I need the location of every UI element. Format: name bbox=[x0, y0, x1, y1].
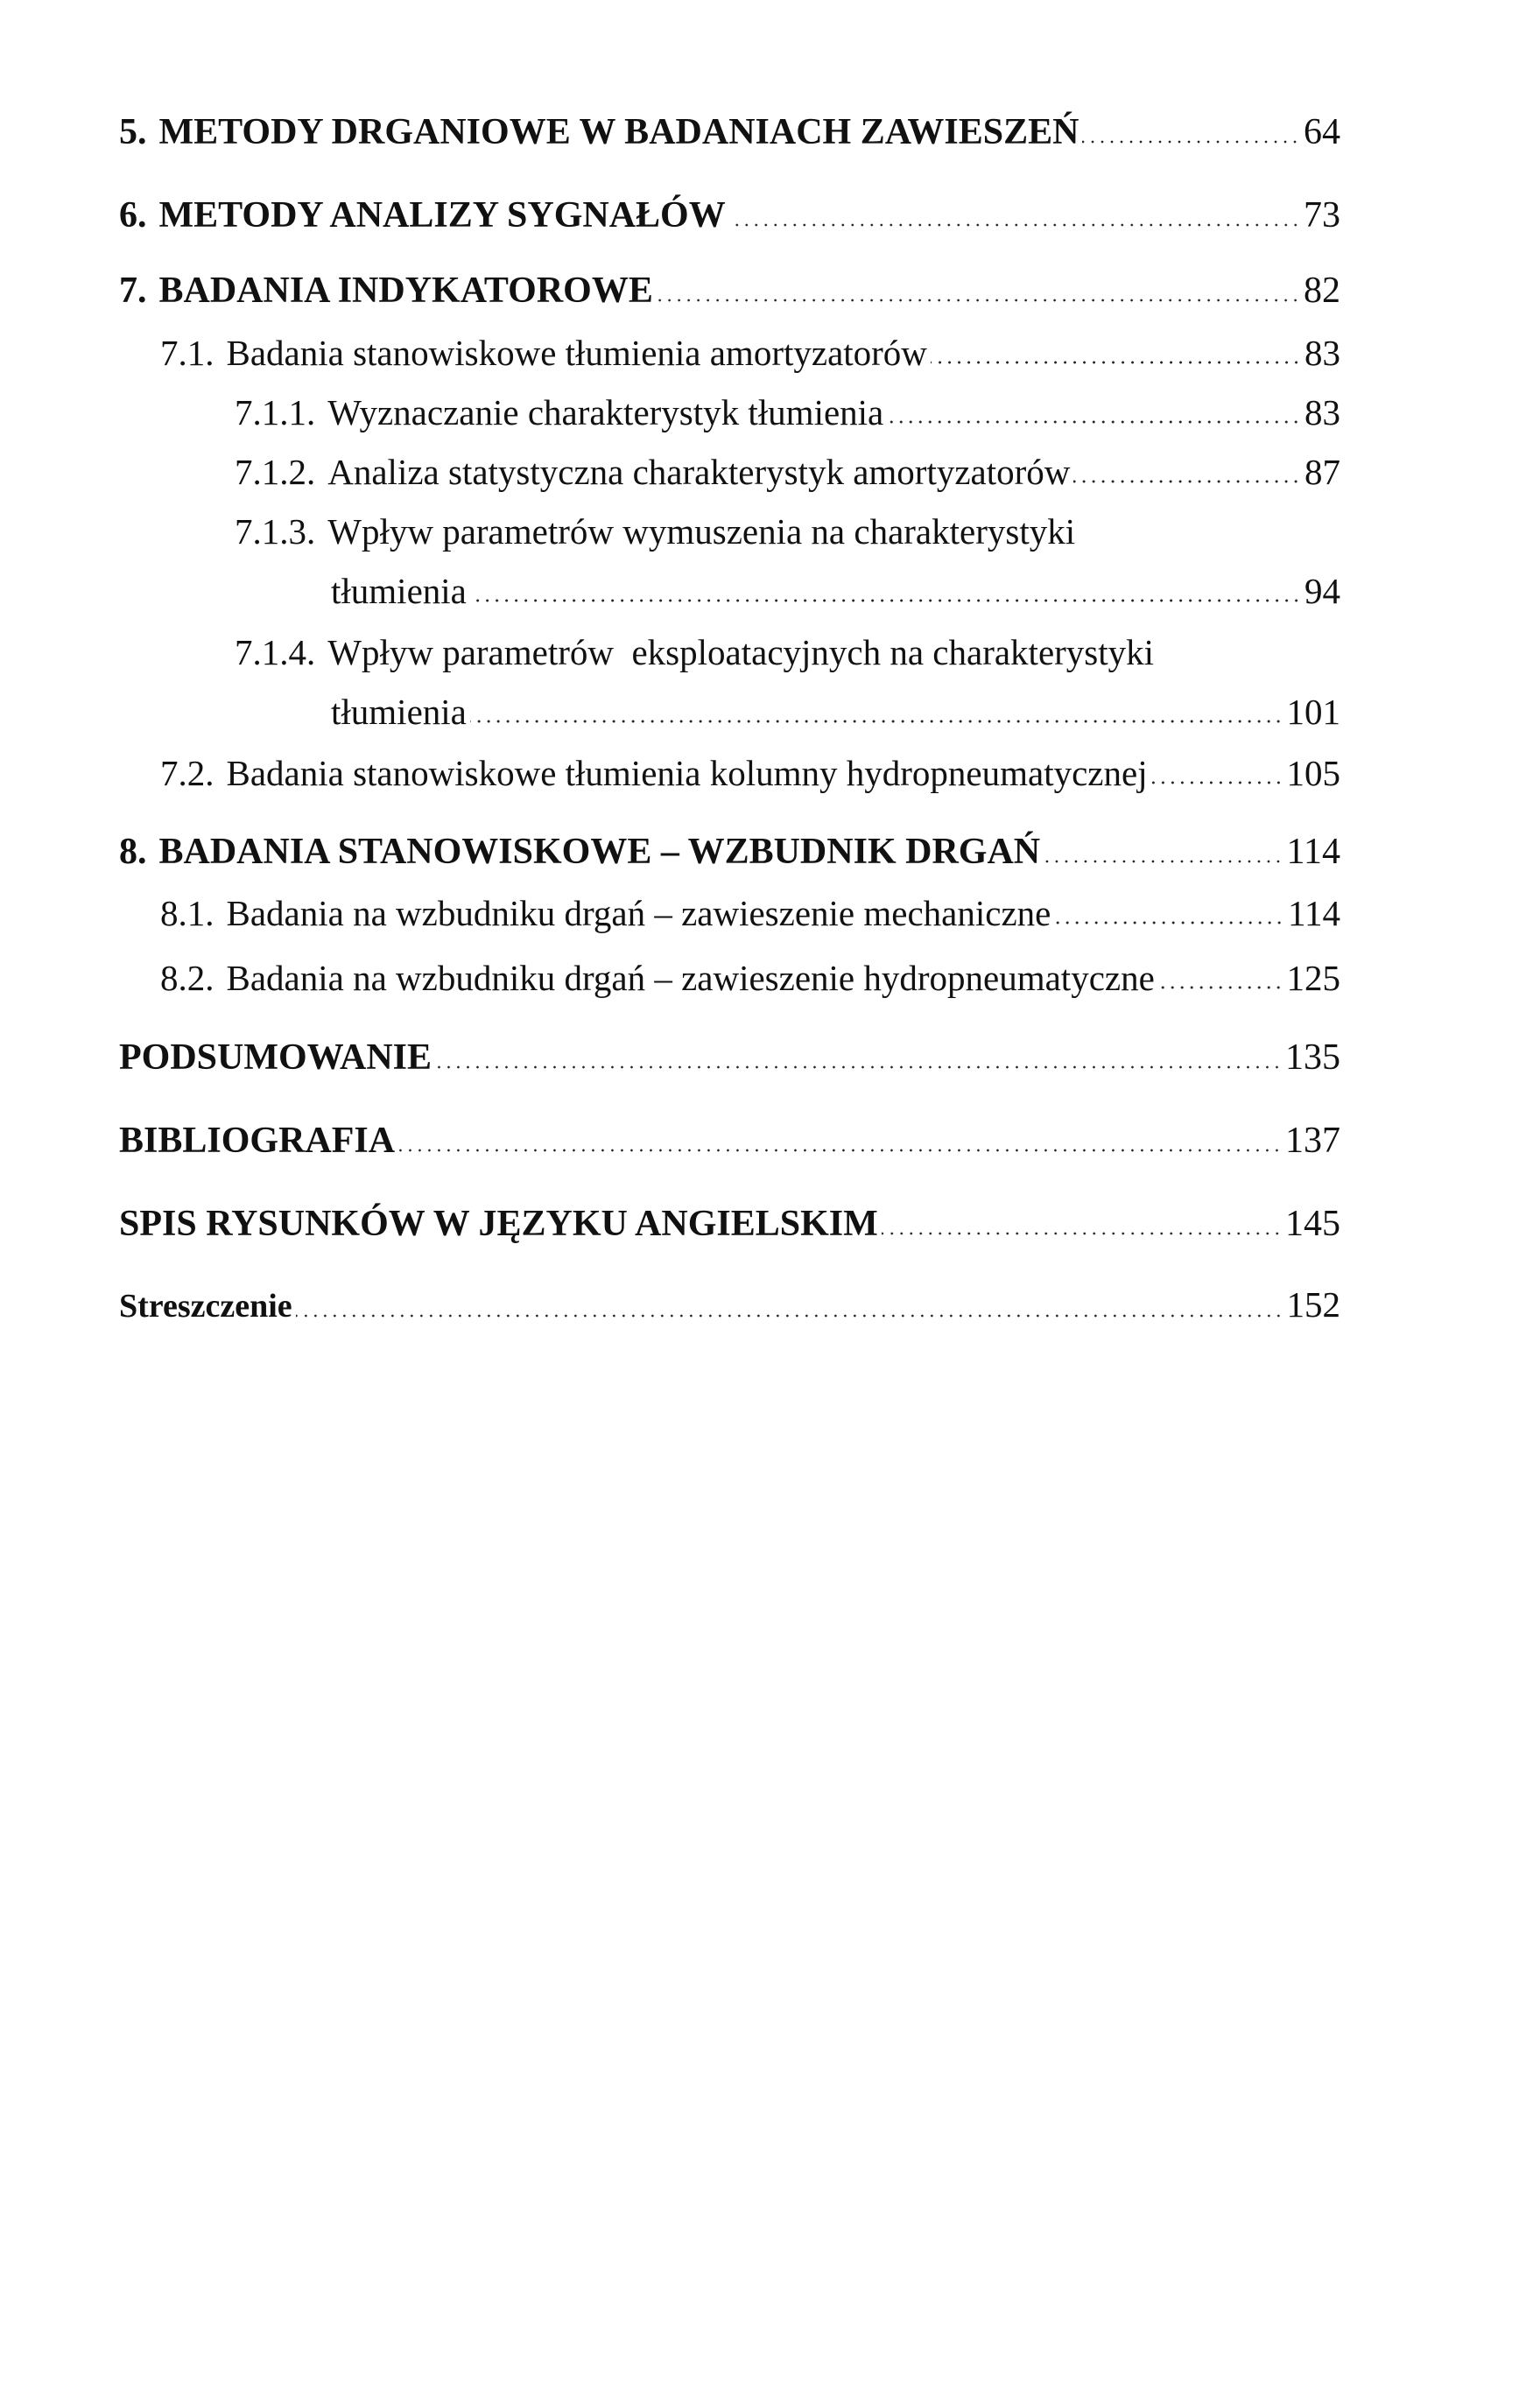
toc-entry-number: 8.2. bbox=[160, 958, 214, 998]
dot-leader bbox=[470, 720, 1283, 723]
toc-entry-title: BADANIA STANOWISKOWE – WZBUDNIK DRGAŃ bbox=[158, 832, 1041, 872]
toc-entry-number: 7.1.4. bbox=[235, 632, 316, 672]
dot-leader bbox=[470, 599, 1301, 602]
toc-entry-page: 105 bbox=[1286, 753, 1340, 793]
toc-entry-7-1-4-first-line[interactable] bbox=[235, 630, 1154, 674]
dot-leader bbox=[882, 1232, 1282, 1235]
dot-leader bbox=[1054, 921, 1284, 924]
toc-entry-number: 7.1.2. bbox=[235, 452, 316, 492]
toc-entry-podsumowanie[interactable] bbox=[119, 1036, 1340, 1079]
dot-leader bbox=[1158, 986, 1283, 989]
toc-entry-number: 7.1.3. bbox=[235, 511, 316, 552]
toc-entry-5[interactable] bbox=[119, 110, 1340, 154]
toc-entry-title: METODY ANALIZY SYGNAŁÓW bbox=[158, 195, 726, 235]
toc-entry-page: 83 bbox=[1304, 333, 1340, 373]
toc-entry-page: 82 bbox=[1304, 271, 1340, 311]
dot-leader bbox=[931, 361, 1301, 364]
toc-entry-title: tłumienia bbox=[331, 571, 467, 611]
toc-entry-number: 7.1.1. bbox=[235, 392, 316, 432]
toc-entry-title-line1: Wpływ parametrów eksploatacyjnych na charakterystyki bbox=[327, 632, 1155, 672]
toc-entry-title: METODY DRGANIOWE W BADANIACH ZAWIESZEŃ bbox=[158, 112, 1079, 152]
toc-entry-page: 101 bbox=[1286, 692, 1340, 732]
dot-leader bbox=[398, 1149, 1282, 1152]
dot-leader bbox=[1082, 140, 1300, 144]
dot-leader bbox=[729, 223, 1300, 227]
toc-entry-title: Analiza statystyczna charakterystyk amortyzatorów bbox=[327, 452, 1071, 492]
toc-entry-page: 114 bbox=[1288, 893, 1340, 933]
toc-entry-number: 7.1. bbox=[160, 333, 214, 373]
toc-entry-number: 5. bbox=[119, 112, 147, 152]
toc-entry-page: 152 bbox=[1286, 1284, 1340, 1325]
toc-entry-number: 8.1. bbox=[160, 893, 214, 933]
toc-entry-7-1-1[interactable] bbox=[235, 390, 1340, 434]
toc-entry-7[interactable] bbox=[119, 269, 1340, 313]
toc-entry-8-2[interactable] bbox=[160, 956, 1340, 1000]
toc-entry-8[interactable] bbox=[119, 830, 1340, 874]
toc-entry-title: Streszczenie bbox=[119, 1288, 292, 1325]
toc-entry-number: 8. bbox=[119, 832, 147, 872]
toc-entry-page: 83 bbox=[1304, 392, 1340, 432]
toc-entry-7-1[interactable] bbox=[160, 331, 1340, 375]
toc-entry-7-1-2[interactable] bbox=[235, 450, 1340, 494]
dot-leader bbox=[435, 1065, 1282, 1069]
toc-entry-page: 137 bbox=[1285, 1121, 1340, 1161]
toc-entry-7-2[interactable] bbox=[160, 751, 1340, 795]
toc-entry-title: Badania na wzbudniku drgań – zawieszenie mechaniczne bbox=[226, 893, 1051, 933]
toc-entry-7-1-4[interactable] bbox=[331, 690, 1340, 734]
toc-entry-title: BADANIA INDYKATOROWE bbox=[158, 271, 653, 311]
toc-entry-page: 73 bbox=[1304, 195, 1340, 235]
dot-leader bbox=[1151, 781, 1283, 784]
toc-entry-streszczenie[interactable] bbox=[119, 1283, 1340, 1328]
toc-entry-page: 125 bbox=[1286, 958, 1340, 998]
toc-entry-number: 6. bbox=[119, 195, 147, 235]
toc-entry-page: 135 bbox=[1285, 1037, 1340, 1078]
toc-entry-bibliografia[interactable] bbox=[119, 1119, 1340, 1163]
toc-entry-page: 145 bbox=[1285, 1204, 1340, 1244]
toc-entry-6[interactable] bbox=[119, 193, 1340, 237]
dot-leader bbox=[296, 1314, 1283, 1318]
toc-entry-title: Badania na wzbudniku drgań – zawieszenie hydropneumatyczne bbox=[226, 958, 1155, 998]
dot-leader bbox=[657, 299, 1300, 302]
toc-entry-title: tłumienia bbox=[331, 692, 467, 732]
toc-entry-page: 94 bbox=[1304, 571, 1340, 611]
toc-entry-8-1[interactable] bbox=[160, 891, 1340, 935]
toc-entry-7-1-3[interactable] bbox=[331, 569, 1340, 613]
toc-entry-title: SPIS RYSUNKÓW W JĘZYKU ANGIELSKIM bbox=[119, 1204, 878, 1244]
toc-entry-title: Badania stanowiskowe tłumienia amortyzatorów bbox=[226, 333, 927, 373]
toc-entry-number: 7.2. bbox=[160, 753, 214, 793]
dot-leader bbox=[1044, 860, 1283, 863]
toc-entry-title: BIBLIOGRAFIA bbox=[119, 1121, 396, 1161]
toc-entry-title: Wyznaczanie charakterystyk tłumienia bbox=[327, 392, 884, 432]
toc-entry-7-1-3-first-line[interactable] bbox=[235, 510, 1075, 553]
toc-entry-title: PODSUMOWANIE bbox=[119, 1037, 432, 1078]
toc-entry-title: Badania stanowiskowe tłumienia kolumny hydropneumatycznej bbox=[226, 753, 1148, 793]
toc-entry-page: 114 bbox=[1286, 832, 1340, 872]
toc-entry-spis-rysunkow[interactable] bbox=[119, 1202, 1340, 1246]
toc-entry-title-line1: Wpływ parametrów wymuszenia na charakterystyki bbox=[327, 511, 1076, 552]
toc-entry-page: 64 bbox=[1304, 112, 1340, 152]
toc-entry-number: 7. bbox=[119, 271, 147, 311]
dot-leader bbox=[887, 420, 1301, 424]
toc-entry-page: 87 bbox=[1304, 452, 1340, 492]
dot-leader bbox=[1073, 480, 1301, 483]
